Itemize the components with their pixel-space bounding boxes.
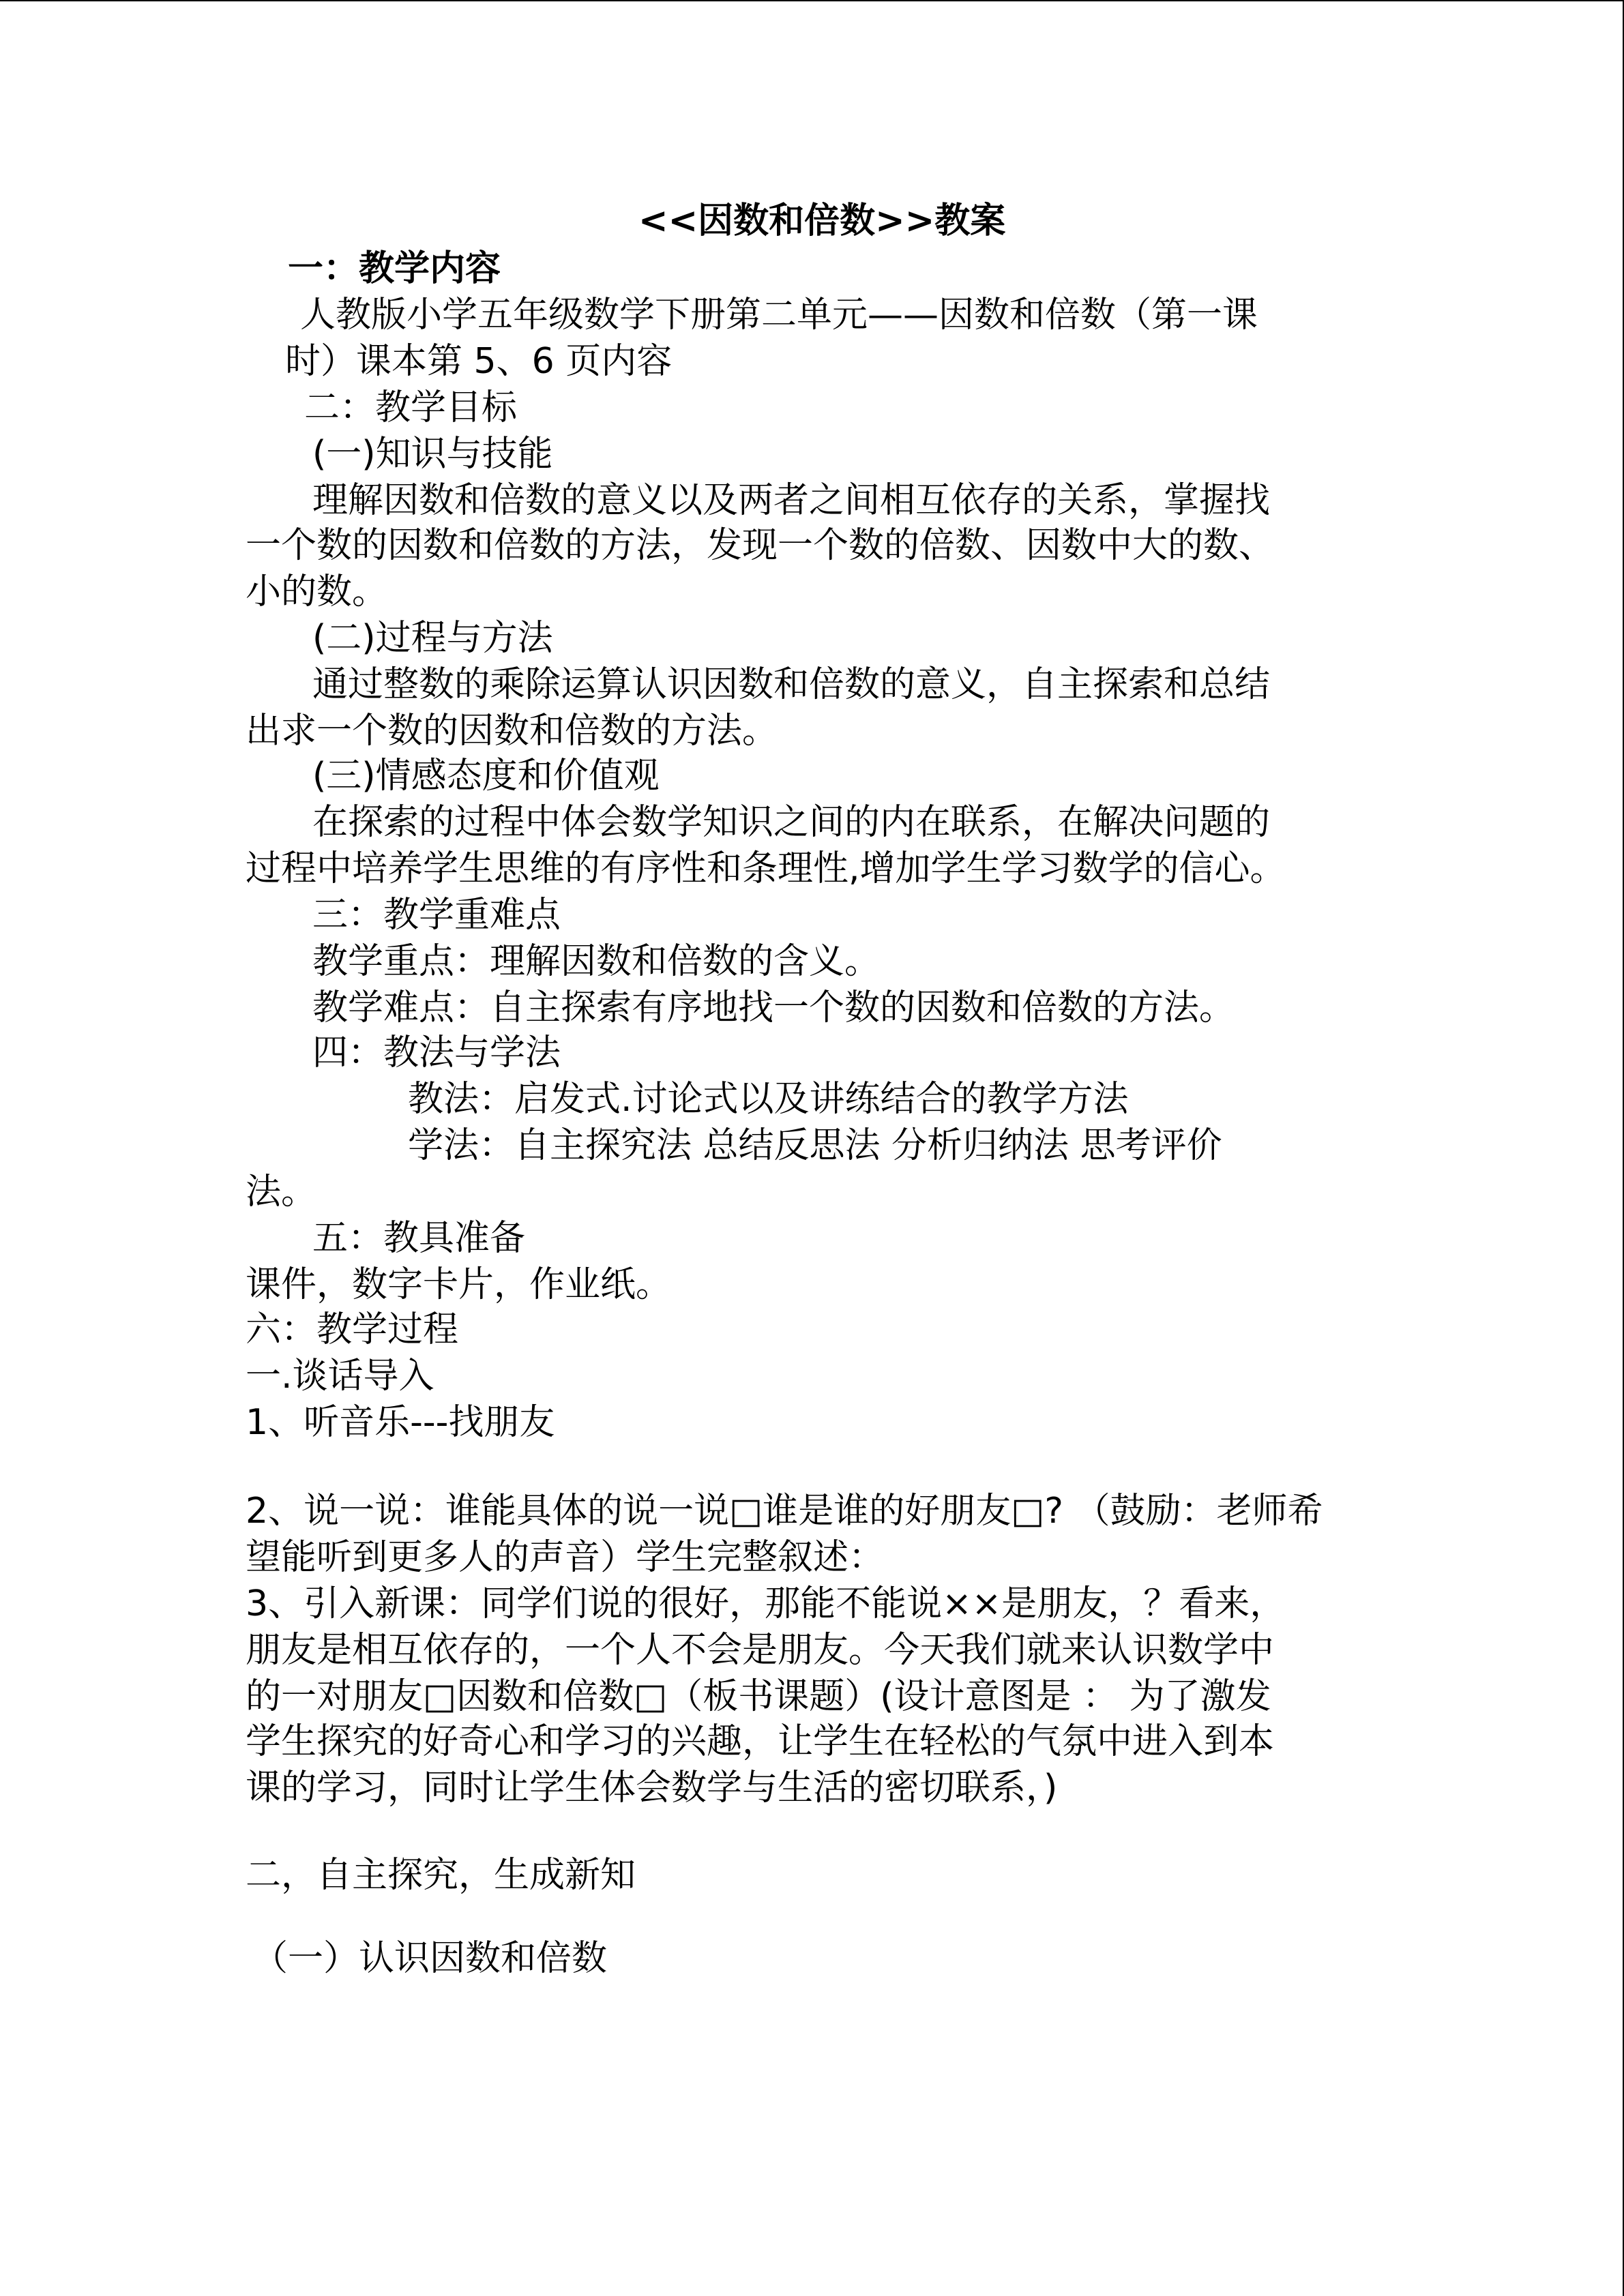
paragraph-line: 小的数。 xyxy=(246,571,388,612)
heading-methods: 四：教法与学法 xyxy=(312,1032,561,1073)
paragraph-line: 望能听到更多人的声音）学生完整叙述： xyxy=(246,1537,885,1578)
paragraph-line: 一个数的因数和倍数的方法，发现一个数的倍数、因数中大的数、 xyxy=(246,525,1275,566)
heading-teaching-process: 六：教学过程 xyxy=(246,1309,459,1350)
paragraph-line: 理解因数和倍数的意义以及两者之间相互依存的关系，掌握找 xyxy=(312,480,1271,521)
paragraph-line: 的一对朋友□因数和倍数□（板书课题）(设计意图是 ： 为了激发 xyxy=(246,1676,1271,1717)
paragraph-line: 出求一个数的因数和倍数的方法。 xyxy=(246,711,778,751)
paragraph-line: 法。 xyxy=(246,1172,317,1212)
heading-key-difficulties: 三：教学重难点 xyxy=(312,895,561,936)
subheading-knowledge-skills: (一)知识与技能 xyxy=(312,434,553,475)
paragraph-line: 在探索的过程中体会数学知识之间的内在联系，在解决问题的 xyxy=(312,802,1271,843)
heading-self-exploration: 二，自主探究，生成新知 xyxy=(246,1855,636,1896)
heading-teaching-goals: 二：教学目标 xyxy=(304,387,518,428)
paragraph-line: 教学重点：理解因数和倍数的含义。 xyxy=(312,941,881,982)
paragraph-line: 过程中培养学生思维的有序性和条理性,增加学生学习数学的信心。 xyxy=(246,848,1286,889)
paragraph-line: 教学难点：自主探索有序地找一个数的因数和倍数的方法。 xyxy=(312,987,1235,1028)
paragraph-line: 学生探究的好奇心和学习的兴趣，让学生在轻松的气氛中进入到本 xyxy=(246,1721,1275,1762)
paragraph-line: 课件，数字卡片，作业纸。 xyxy=(246,1264,672,1305)
subheading-introduction: 一.谈话导入 xyxy=(246,1356,434,1397)
paragraph-line: 学法：自主探究法 总结反思法 分析归纳法 思考评价 xyxy=(408,1125,1222,1166)
subheading-process-method: (二)过程与方法 xyxy=(312,618,553,659)
paragraph-line: 1、听音乐---找朋友 xyxy=(246,1402,555,1443)
paragraph-line: 教法：启发式.讨论式以及讲练结合的教学方法 xyxy=(408,1079,1129,1120)
subheading-know-factors-multiples: （一）认识因数和倍数 xyxy=(252,1938,608,1979)
paragraph-line: 时）课本第 5、6 页内容 xyxy=(285,341,673,382)
paragraph-line: 2、说一说：谁能具体的说一说□谁是谁的好朋友□? （鼓励：老师希 xyxy=(246,1491,1323,1532)
subheading-emotion-values: (三)情感态度和价值观 xyxy=(312,756,660,796)
paragraph-line: 课的学习，同时让学生体会数学与生活的密切联系，) xyxy=(246,1768,1058,1808)
paragraph-line: 朋友是相互依存的，一个人不会是朋友。今天我们就来认识数学中 xyxy=(246,1630,1275,1671)
page-title: <<因数和倍数>>教案 xyxy=(638,200,1006,241)
paragraph-line: 3、引入新课：同学们说的很好，那能不能说××是朋友，？看来， xyxy=(246,1583,1286,1624)
heading-teaching-content: 一：教学内容 xyxy=(288,248,501,289)
paragraph-line: 人教版小学五年级数学下册第二单元——因数和倍数（第一课 xyxy=(300,295,1258,336)
heading-teaching-aids: 五：教具准备 xyxy=(312,1218,526,1259)
paragraph-line: 通过整数的乘除运算认识因数和倍数的意义，自主探索和总结 xyxy=(312,664,1271,705)
